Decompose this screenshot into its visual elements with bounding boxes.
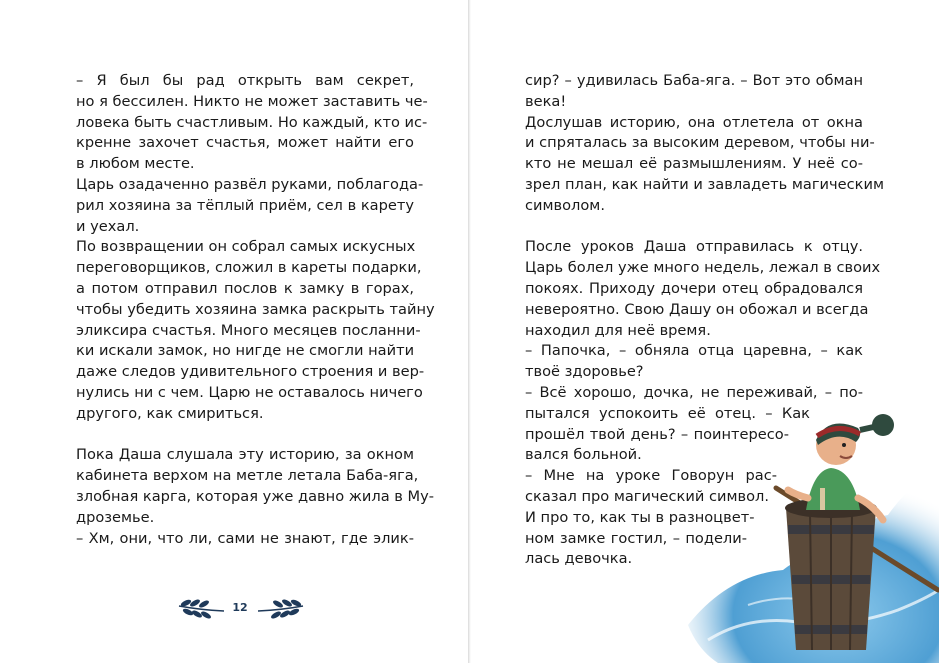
baba-yaga-illustration — [688, 400, 939, 663]
text-line: – Хм, они, что ли, сами не знают, где элик- — [76, 529, 414, 547]
text-line: нулись ни с чем. Царю не оставалось ничего — [76, 383, 423, 401]
text-line: вался больной. — [525, 446, 642, 464]
text-line: – Мне на уроке Говорун рас- — [525, 467, 777, 485]
text-line: И про то, как ты в разноцвет- — [525, 508, 755, 526]
text-line: Пока Даша слушала эту историю, за окном — [76, 446, 414, 464]
left-page-text — [76, 71, 435, 549]
left-page — [0, 0, 469, 663]
page-number: 12 — [232, 601, 248, 614]
text-line: Царь болел уже много недель, лежал в своих — [525, 259, 881, 277]
text-line: символом. — [525, 196, 605, 214]
text-line: Дослушав историю, она отлетела от окна — [525, 113, 863, 131]
text-line: – Я был бы рад открыть вам секрет, — [76, 72, 414, 89]
blank-line — [525, 217, 863, 238]
text-line: века! — [525, 92, 567, 110]
text-line: дроземье. — [76, 508, 155, 526]
text-line: лась девочка. — [525, 550, 633, 568]
text-line: даже следов удивительного строения и вер- — [76, 363, 425, 381]
text-line: кабинета верхом на метле летала Баба-яга, — [76, 467, 419, 485]
text-line: и уехал. — [76, 217, 140, 235]
text-line: другого, как смириться. — [76, 404, 264, 422]
text-line: и спряталась за высоким деревом, чтобы ни- — [525, 134, 875, 152]
text-line: Царь озадаченно развёл руками, поблагодa- — [76, 175, 424, 193]
text-line: переговорщиков, сложил в кареты подарки, — [76, 259, 422, 277]
text-line: а потом отправил послов к замку в горах, — [76, 279, 414, 297]
text-line: ки искали замок, но нигде не смогли найти — [76, 342, 415, 360]
blank-line — [76, 425, 414, 446]
text-line: кренне захочет счастья, может найти его — [76, 134, 414, 152]
text-line: рил хозяина за тёплый приём, сел в карету — [76, 196, 414, 214]
text-line: сказал про магический символ. — [525, 487, 769, 505]
text-line: невероятно. Свою Дашу он обожал и всегда — [525, 300, 869, 318]
text-line: По возвращении он собрал самых искусных — [76, 238, 416, 256]
text-line: находил для неё время. — [525, 321, 711, 339]
text-line: пытался успокоить её отец. – Как — [525, 404, 810, 422]
page-footer — [176, 598, 306, 622]
text-line: ловека быть счастливым. Но каждый, кто ис- — [76, 113, 428, 131]
text-line: в любом месте. — [76, 155, 195, 173]
mortar-icon — [785, 498, 877, 650]
text-line: После уроков Даша отправилась к отцу. — [525, 238, 863, 256]
text-line: покоях. Приходу дочери отец обрадовался — [525, 279, 863, 297]
text-line: злобная карга, которая уже давно жила в Му- — [76, 487, 435, 505]
text-line: сир? – удивилась Баба-яга. – Вот это обман — [525, 72, 863, 89]
text-line: – Всё хорошо, дочка, не переживай, – по- — [525, 383, 863, 401]
text-line: зрел план, как найти и завладеть магическим — [525, 175, 884, 193]
text-line: но я бессилен. Никто не может заставить че- — [76, 92, 428, 110]
text-line: кто не мешал её размышлениям. У неё со- — [525, 155, 863, 173]
left-branch-ornament-icon — [176, 598, 226, 622]
text-line: чтобы убедить хозяина замка раскрыть тайну — [76, 300, 435, 318]
text-line: твоё здоровье? — [525, 363, 644, 381]
text-line: – Папочка, – обняла отца царевна, – как — [525, 342, 863, 360]
right-branch-ornament-icon — [256, 598, 306, 622]
text-line: прошёл твой день? – поинтересо- — [525, 425, 789, 443]
text-line: ном замке гостил, – подели- — [525, 529, 747, 547]
text-line: эликсира счастья. Много месяцев посланни- — [76, 321, 421, 339]
